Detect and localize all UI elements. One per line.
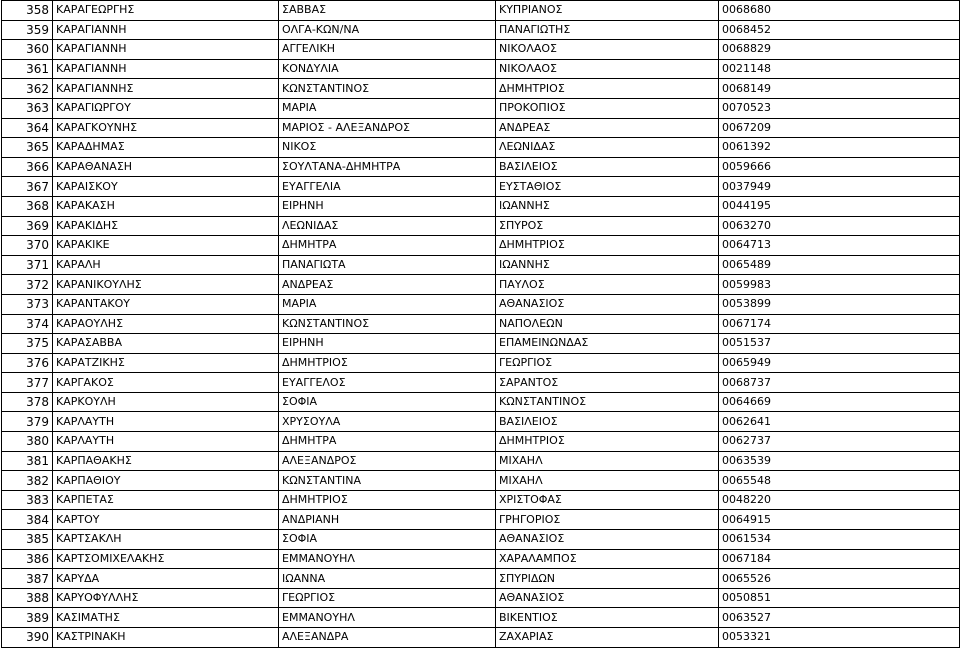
surname-cell: ΚΑΡΑΛΗ [53,255,279,275]
table-row [2,569,960,589]
first-name-cell: ΣΟΦΙΑ [279,392,496,412]
father-name-cell: ΑΝΔΡΕΑΣ [496,118,719,138]
first-name-cell: ΑΓΓΕΛΙΚΗ [279,40,496,60]
table-row [2,216,960,236]
father-name-cell: ΣΠΥΡΟΣ [496,216,719,236]
first-name-cell: ΜΑΡΙΑ [279,98,496,118]
surname-cell: ΚΑΡΠΕΤΑΣ [53,490,279,510]
father-name-cell: ΓΕΩΡΓΙΟΣ [496,353,719,373]
surname-cell: ΚΑΡΥΔΑ [53,569,279,589]
row-number-cell: 383 [2,490,53,510]
surname-cell: ΚΑΡΑΓΙΑΝΝΗ [53,40,279,60]
registry-code-cell: 0065526 [719,569,960,589]
first-name-cell: ΓΕΩΡΓΙΟΣ [279,588,496,608]
surname-cell: ΚΑΡΑΣΑΒΒΑ [53,334,279,354]
row-number-cell: 385 [2,530,53,550]
surname-cell: ΚΑΡΑΤΖΙΚΗΣ [53,353,279,373]
registry-code-cell: 0059666 [719,157,960,177]
father-name-cell: ΠΑΥΛΟΣ [496,275,719,295]
table-row [2,236,960,256]
registry-code-cell: 0067184 [719,549,960,569]
registry-code-cell: 0021148 [719,59,960,79]
registry-code-cell: 0067209 [719,118,960,138]
first-name-cell: ΑΝΔΡΕΑΣ [279,275,496,295]
table-row [2,490,960,510]
surname-cell: ΚΑΡΑΔΗΜΑΣ [53,138,279,158]
table-row [2,20,960,40]
father-name-cell: ΙΩΑΝΝΗΣ [496,255,719,275]
row-number-cell: 359 [2,20,53,40]
father-name-cell: ΚΩΝΣΤΑΝΤΙΝΟΣ [496,392,719,412]
table-row [2,314,960,334]
surname-cell: ΚΑΡΑΝΤΑΚΟΥ [53,294,279,314]
table-row [2,412,960,432]
row-number-cell: 380 [2,432,53,452]
father-name-cell: ΑΘΑΝΑΣΙΟΣ [496,294,719,314]
father-name-cell: ΒΑΣΙΛΕΙΟΣ [496,412,719,432]
first-name-cell: ΕΙΡΗΝΗ [279,196,496,216]
row-number-cell: 364 [2,118,53,138]
row-number-cell: 390 [2,628,53,648]
surname-cell: ΚΑΡΛΑΥΤΗ [53,432,279,452]
first-name-cell: ΟΛΓΑ-ΚΩΝ/ΝΑ [279,20,496,40]
surname-cell: ΚΑΡΠΑΘΑΚΗΣ [53,451,279,471]
row-number-cell: 387 [2,569,53,589]
row-number-cell: 360 [2,40,53,60]
roster-table [1,0,960,648]
father-name-cell: ΛΕΩΝΙΔΑΣ [496,138,719,158]
row-number-cell: 374 [2,314,53,334]
first-name-cell: ΚΟΝΔΥΛΙΑ [279,59,496,79]
table-row [2,40,960,60]
row-number-cell: 384 [2,510,53,530]
table-row [2,373,960,393]
first-name-cell: ΚΩΝΣΤΑΝΤΙΝΟΣ [279,314,496,334]
row-number-cell: 389 [2,608,53,628]
registry-code-cell: 0068737 [719,373,960,393]
registry-code-cell: 0061392 [719,138,960,158]
table-row [2,157,960,177]
first-name-cell: ΔΗΜΗΤΡΙΟΣ [279,490,496,510]
first-name-cell: ΚΩΝΣΤΑΝΤΙΝΑ [279,471,496,491]
father-name-cell: ΔΗΜΗΤΡΙΟΣ [496,236,719,256]
surname-cell: ΚΑΡΑΚΙΔΗΣ [53,216,279,236]
first-name-cell: ΕΙΡΗΝΗ [279,334,496,354]
registry-code-cell: 0064713 [719,236,960,256]
father-name-cell: ΖΑΧΑΡΙΑΣ [496,628,719,648]
registry-code-cell: 0061534 [719,530,960,550]
registry-code-cell: 0062737 [719,432,960,452]
father-name-cell: ΒΑΣΙΛΕΙΟΣ [496,157,719,177]
first-name-cell: ΠΑΝΑΓΙΩΤΑ [279,255,496,275]
table-row [2,549,960,569]
table-row [2,177,960,197]
first-name-cell: ΝΙΚΟΣ [279,138,496,158]
row-number-cell: 376 [2,353,53,373]
father-name-cell: ΜΙΧΑΗΛ [496,451,719,471]
father-name-cell: ΔΗΜΗΤΡΙΟΣ [496,79,719,99]
first-name-cell: ΕΥΑΓΓΕΛΟΣ [279,373,496,393]
first-name-cell: ΙΩΑΝΝΑ [279,569,496,589]
surname-cell: ΚΑΡΓΑΚΟΣ [53,373,279,393]
surname-cell: ΚΑΡΑΓΚΟΥΝΗΣ [53,118,279,138]
father-name-cell: ΠΡΟΚΟΠΙΟΣ [496,98,719,118]
registry-code-cell: 0059983 [719,275,960,295]
father-name-cell: ΓΡΗΓΟΡΙΟΣ [496,510,719,530]
table-row [2,79,960,99]
surname-cell: ΚΑΡΑΘΑΝΑΣΗ [53,157,279,177]
row-number-cell: 365 [2,138,53,158]
table-row [2,138,960,158]
table-row [2,628,960,648]
surname-cell: ΚΑΡΑΙΣΚΟΥ [53,177,279,197]
registry-code-cell: 0068829 [719,40,960,60]
table-row [2,1,960,21]
father-name-cell: ΠΑΝΑΓΙΩΤΗΣ [496,20,719,40]
table-row [2,353,960,373]
registry-code-cell: 0064669 [719,392,960,412]
father-name-cell: ΒΙΚΕΝΤΙΟΣ [496,608,719,628]
row-number-cell: 372 [2,275,53,295]
father-name-cell: ΝΙΚΟΛΑΟΣ [496,59,719,79]
first-name-cell: ΕΜΜΑΝΟΥΗΛ [279,549,496,569]
row-number-cell: 375 [2,334,53,354]
surname-cell: ΚΑΡΤΣΟΜΙΧΕΛΑΚΗΣ [53,549,279,569]
registry-code-cell: 0062641 [719,412,960,432]
surname-cell: ΚΑΡΑΓΙΑΝΝΗΣ [53,79,279,99]
father-name-cell: ΣΠΥΡΙΔΩΝ [496,569,719,589]
father-name-cell: ΣΑΡΑΝΤΟΣ [496,373,719,393]
registry-code-cell: 0064915 [719,510,960,530]
table-row [2,608,960,628]
father-name-cell: ΑΘΑΝΑΣΙΟΣ [496,588,719,608]
table-row [2,98,960,118]
row-number-cell: 361 [2,59,53,79]
table-row [2,59,960,79]
registry-code-cell: 0037949 [719,177,960,197]
table-row [2,392,960,412]
registry-code-cell: 0053321 [719,628,960,648]
table-row [2,471,960,491]
registry-code-cell: 0063270 [719,216,960,236]
row-number-cell: 382 [2,471,53,491]
first-name-cell: ΧΡΥΣΟΥΛΑ [279,412,496,432]
father-name-cell: ΝΙΚΟΛΑΟΣ [496,40,719,60]
registry-code-cell: 0053899 [719,294,960,314]
registry-code-cell: 0068149 [719,79,960,99]
registry-code-cell: 0068680 [719,1,960,21]
surname-cell: ΚΑΡΑΝΙΚΟΥΛΗΣ [53,275,279,295]
row-number-cell: 381 [2,451,53,471]
surname-cell: ΚΑΡΛΑΥΤΗ [53,412,279,432]
surname-cell: ΚΑΡΥΟΦΥΛΛΗΣ [53,588,279,608]
first-name-cell: ΚΩΝΣΤΑΝΤΙΝΟΣ [279,79,496,99]
table-row [2,275,960,295]
row-number-cell: 363 [2,98,53,118]
row-number-cell: 377 [2,373,53,393]
row-number-cell: 379 [2,412,53,432]
registry-code-cell: 0065489 [719,255,960,275]
table-row [2,334,960,354]
roster-table-body [2,1,960,648]
registry-code-cell: 0051537 [719,334,960,354]
registry-code-cell: 0063539 [719,451,960,471]
first-name-cell: ΑΛΕΞΑΝΔΡΟΣ [279,451,496,471]
first-name-cell: ΔΗΜΗΤΡΑ [279,432,496,452]
registry-code-cell: 0067174 [719,314,960,334]
table-row [2,530,960,550]
father-name-cell: ΧΑΡΑΛΑΜΠΟΣ [496,549,719,569]
father-name-cell: ΔΗΜΗΤΡΙΟΣ [496,432,719,452]
first-name-cell: ΕΜΜΑΝΟΥΗΛ [279,608,496,628]
father-name-cell: ΧΡΙΣΤΟΦΑΣ [496,490,719,510]
row-number-cell: 371 [2,255,53,275]
surname-cell: ΚΑΡΑΓΕΩΡΓΗΣ [53,1,279,21]
first-name-cell: ΑΝΔΡΙΑΝΗ [279,510,496,530]
row-number-cell: 358 [2,1,53,21]
surname-cell: ΚΑΣΤΡΙΝΑΚΗ [53,628,279,648]
surname-cell: ΚΑΡΑΚΙΚΕ [53,236,279,256]
table-row [2,588,960,608]
father-name-cell: ΚΥΠΡΙΑΝΟΣ [496,1,719,21]
first-name-cell: ΛΕΩΝΙΔΑΣ [279,216,496,236]
table-row [2,118,960,138]
father-name-cell: ΑΘΑΝΑΣΙΟΣ [496,530,719,550]
row-number-cell: 369 [2,216,53,236]
row-number-cell: 366 [2,157,53,177]
registry-code-cell: 0065949 [719,353,960,373]
row-number-cell: 367 [2,177,53,197]
row-number-cell: 378 [2,392,53,412]
surname-cell: ΚΑΡΑΓΙΩΡΓΟΥ [53,98,279,118]
father-name-cell: ΕΥΣΤΑΘΙΟΣ [496,177,719,197]
first-name-cell: ΣΟΥΛΤΑΝΑ-ΔΗΜΗΤΡΑ [279,157,496,177]
father-name-cell: ΕΠΑΜΕΙΝΩΝΔΑΣ [496,334,719,354]
row-number-cell: 373 [2,294,53,314]
first-name-cell: ΜΑΡΙΑ [279,294,496,314]
registry-code-cell: 0048220 [719,490,960,510]
first-name-cell: ΔΗΜΗΤΡΑ [279,236,496,256]
surname-cell: ΚΑΡΑΓΙΑΝΝΗ [53,20,279,40]
table-row [2,510,960,530]
table-row [2,451,960,471]
row-number-cell: 368 [2,196,53,216]
registry-code-cell: 0070523 [719,98,960,118]
surname-cell: ΚΑΡΤΟΥ [53,510,279,530]
father-name-cell: ΜΙΧΑΗΛ [496,471,719,491]
row-number-cell: 370 [2,236,53,256]
first-name-cell: ΕΥΑΓΓΕΛΙΑ [279,177,496,197]
registry-code-cell: 0065548 [719,471,960,491]
father-name-cell: ΝΑΠΟΛΕΩΝ [496,314,719,334]
registry-code-cell: 0068452 [719,20,960,40]
first-name-cell: ΑΛΕΞΑΝΔΡΑ [279,628,496,648]
row-number-cell: 386 [2,549,53,569]
surname-cell: ΚΑΡΠΑΘΙΟΥ [53,471,279,491]
surname-cell: ΚΑΡΑΓΙΑΝΝΗ [53,59,279,79]
first-name-cell: ΔΗΜΗΤΡΙΟΣ [279,353,496,373]
first-name-cell: ΣΑΒΒΑΣ [279,1,496,21]
table-row [2,255,960,275]
row-number-cell: 362 [2,79,53,99]
surname-cell: ΚΑΡΑΟΥΛΗΣ [53,314,279,334]
registry-code-cell: 0050851 [719,588,960,608]
row-number-cell: 388 [2,588,53,608]
table-row [2,432,960,452]
first-name-cell: ΜΑΡΙΟΣ - ΑΛΕΞΑΝΔΡΟΣ [279,118,496,138]
table-row [2,294,960,314]
first-name-cell: ΣΟΦΙΑ [279,530,496,550]
surname-cell: ΚΑΡΤΣΑΚΛΗ [53,530,279,550]
surname-cell: ΚΑΡΚΟΥΛΗ [53,392,279,412]
table-row [2,196,960,216]
surname-cell: ΚΑΣΙΜΑΤΗΣ [53,608,279,628]
registry-code-cell: 0063527 [719,608,960,628]
surname-cell: ΚΑΡΑΚΑΣΗ [53,196,279,216]
father-name-cell: ΙΩΑΝΝΗΣ [496,196,719,216]
registry-code-cell: 0044195 [719,196,960,216]
